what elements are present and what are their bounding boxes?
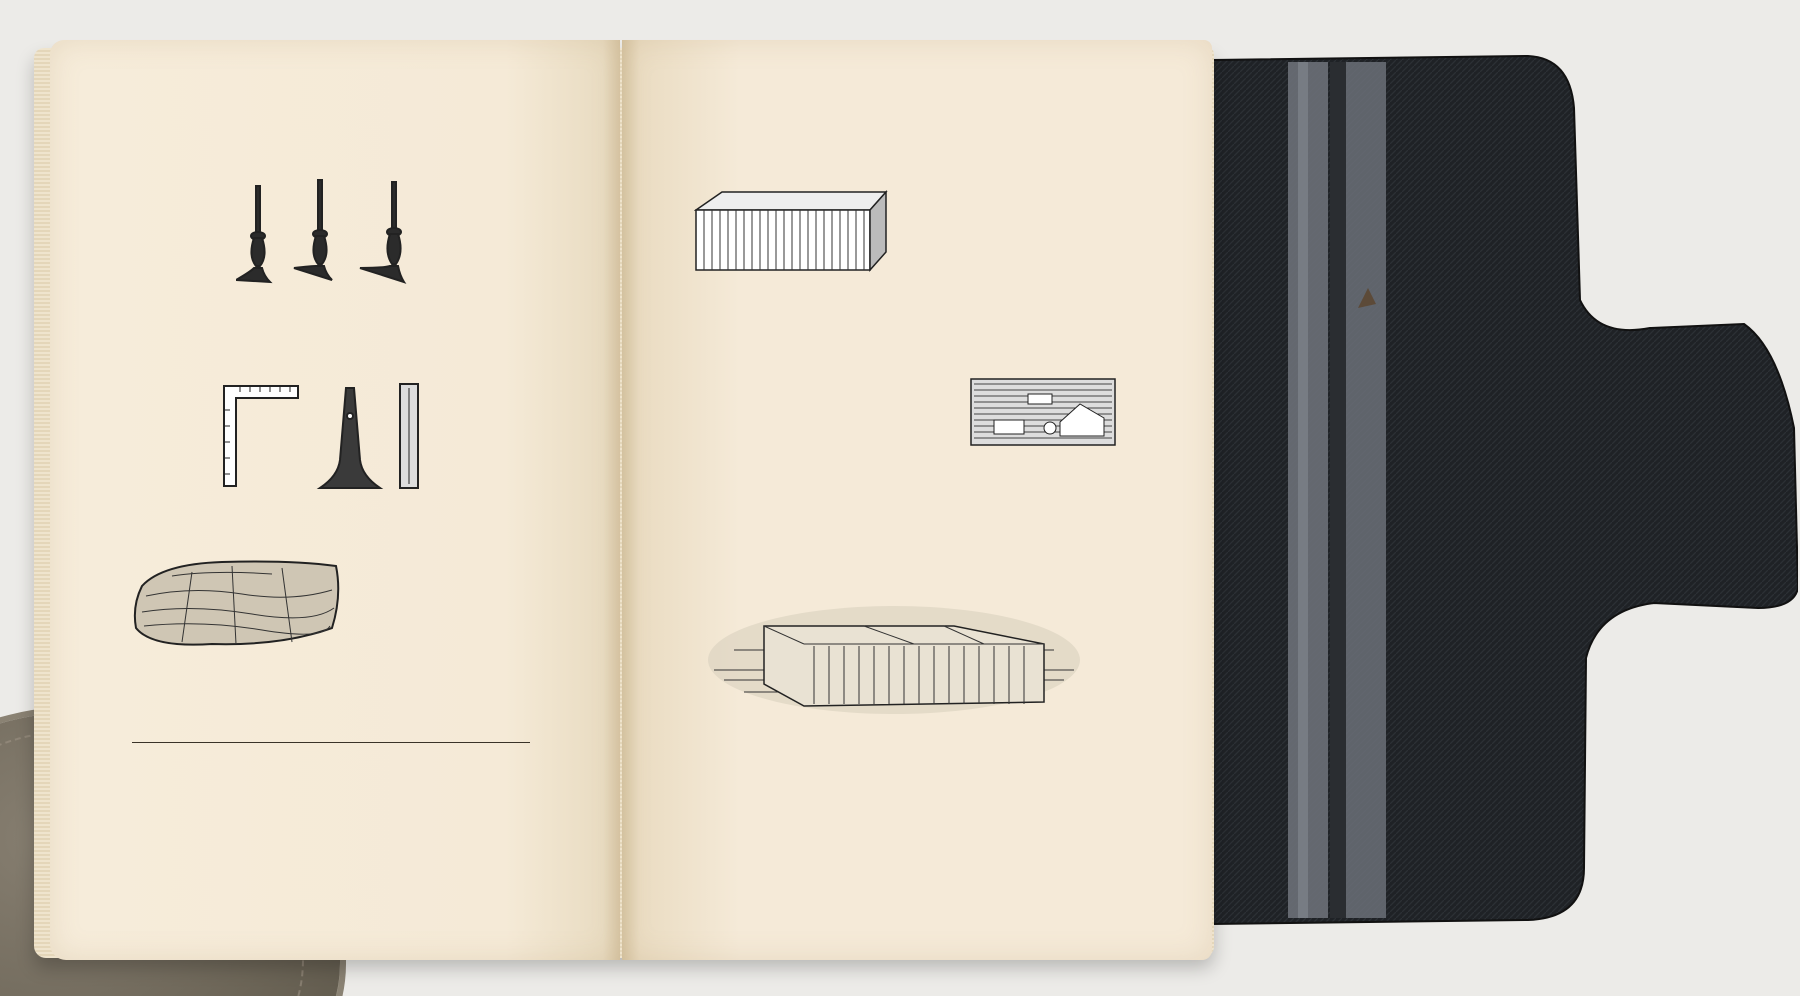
right-page	[622, 40, 1212, 960]
trestle-board-illustration	[970, 378, 1116, 450]
square-level-plumb-illustration	[220, 380, 430, 496]
lodge-illustration	[704, 600, 1084, 720]
perfect-ashler-illustration	[694, 190, 888, 276]
footnote-rule	[132, 742, 530, 743]
rough-ashler-illustration	[132, 556, 344, 656]
candlesticks-illustration	[236, 176, 416, 292]
leather-cover-flap	[1198, 48, 1798, 928]
